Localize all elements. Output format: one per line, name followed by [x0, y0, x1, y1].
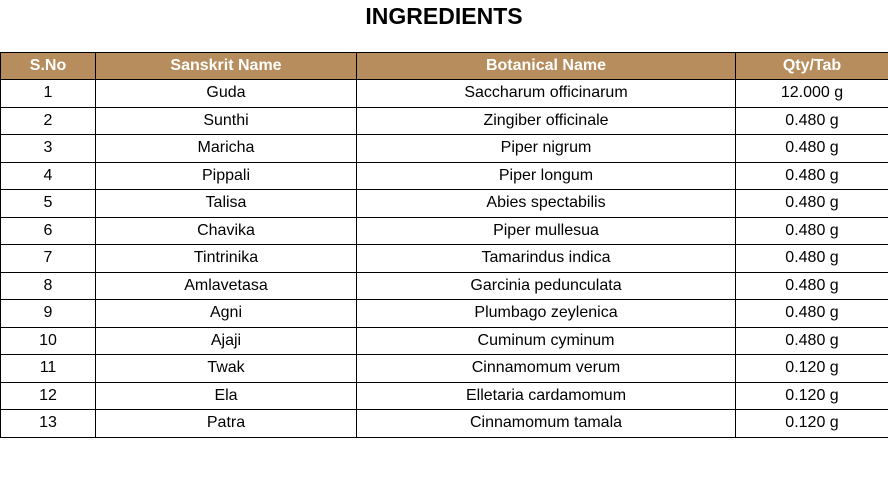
cell-botanical-name: Abies spectabilis [357, 190, 736, 218]
cell-sanskrit-name: Maricha [96, 135, 357, 163]
table-row [1, 217, 888, 245]
cell-serial-number: 6 [1, 217, 96, 245]
cell-qty-per-tab: 0.480 g [736, 135, 888, 163]
cell-qty-per-tab: 0.480 g [736, 327, 888, 355]
cell-serial-number: 10 [1, 327, 96, 355]
table-row [1, 162, 888, 190]
cell-sanskrit-name: Patra [96, 410, 357, 438]
header-botanical-name: Botanical Name [357, 53, 736, 80]
cell-serial-number: 11 [1, 355, 96, 383]
cell-qty-per-tab: 0.480 g [736, 300, 888, 328]
cell-qty-per-tab: 0.480 g [736, 107, 888, 135]
cell-serial-number: 4 [1, 162, 96, 190]
cell-botanical-name: Saccharum officinarum [357, 80, 736, 108]
table-row [1, 382, 888, 410]
header-row [1, 53, 888, 80]
cell-qty-per-tab: 0.120 g [736, 410, 888, 438]
cell-botanical-name: Piper nigrum [357, 135, 736, 163]
cell-serial-number: 7 [1, 245, 96, 273]
cell-serial-number: 13 [1, 410, 96, 438]
ingredients-table [0, 52, 888, 438]
table-row [1, 245, 888, 273]
table-row [1, 135, 888, 163]
cell-qty-per-tab: 12.000 g [736, 80, 888, 108]
cell-sanskrit-name: Amlavetasa [96, 272, 357, 300]
cell-botanical-name: Piper mullesua [357, 217, 736, 245]
cell-serial-number: 12 [1, 382, 96, 410]
cell-botanical-name: Cinnamomum verum [357, 355, 736, 383]
table-row [1, 355, 888, 383]
table-row [1, 190, 888, 218]
table-row [1, 272, 888, 300]
cell-botanical-name: Cinnamomum tamala [357, 410, 736, 438]
table-row [1, 80, 888, 108]
cell-qty-per-tab: 0.480 g [736, 190, 888, 218]
cell-sanskrit-name: Pippali [96, 162, 357, 190]
table-row [1, 300, 888, 328]
cell-botanical-name: Tamarindus indica [357, 245, 736, 273]
page-title: INGREDIENTS [365, 3, 523, 29]
table-header [1, 53, 888, 80]
cell-serial-number: 2 [1, 107, 96, 135]
cell-sanskrit-name: Tintrinika [96, 245, 357, 273]
cell-botanical-name: Plumbago zeylenica [357, 300, 736, 328]
header-qty-per-tab: Qty/Tab [736, 53, 888, 80]
cell-qty-per-tab: 0.480 g [736, 245, 888, 273]
cell-botanical-name: Garcinia pedunculata [357, 272, 736, 300]
cell-sanskrit-name: Ajaji [96, 327, 357, 355]
cell-qty-per-tab: 0.480 g [736, 162, 888, 190]
cell-botanical-name: Elletaria cardamomum [357, 382, 736, 410]
table-row [1, 327, 888, 355]
cell-sanskrit-name: Chavika [96, 217, 357, 245]
cell-sanskrit-name: Twak [96, 355, 357, 383]
cell-sanskrit-name: Ela [96, 382, 357, 410]
cell-serial-number: 5 [1, 190, 96, 218]
header-serial-number: S.No [1, 53, 96, 80]
table-body [1, 80, 888, 438]
cell-qty-per-tab: 0.480 g [736, 217, 888, 245]
cell-botanical-name: Piper longum [357, 162, 736, 190]
cell-sanskrit-name: Talisa [96, 190, 357, 218]
cell-serial-number: 8 [1, 272, 96, 300]
cell-qty-per-tab: 0.120 g [736, 382, 888, 410]
cell-serial-number: 1 [1, 80, 96, 108]
table-row [1, 410, 888, 438]
cell-sanskrit-name: Agni [96, 300, 357, 328]
cell-serial-number: 9 [1, 300, 96, 328]
header-sanskrit-name: Sanskrit Name [96, 53, 357, 80]
cell-sanskrit-name: Guda [96, 80, 357, 108]
cell-botanical-name: Zingiber officinale [357, 107, 736, 135]
cell-sanskrit-name: Sunthi [96, 107, 357, 135]
cell-qty-per-tab: 0.120 g [736, 355, 888, 383]
cell-botanical-name: Cuminum cyminum [357, 327, 736, 355]
cell-serial-number: 3 [1, 135, 96, 163]
cell-qty-per-tab: 0.480 g [736, 272, 888, 300]
table-row [1, 107, 888, 135]
